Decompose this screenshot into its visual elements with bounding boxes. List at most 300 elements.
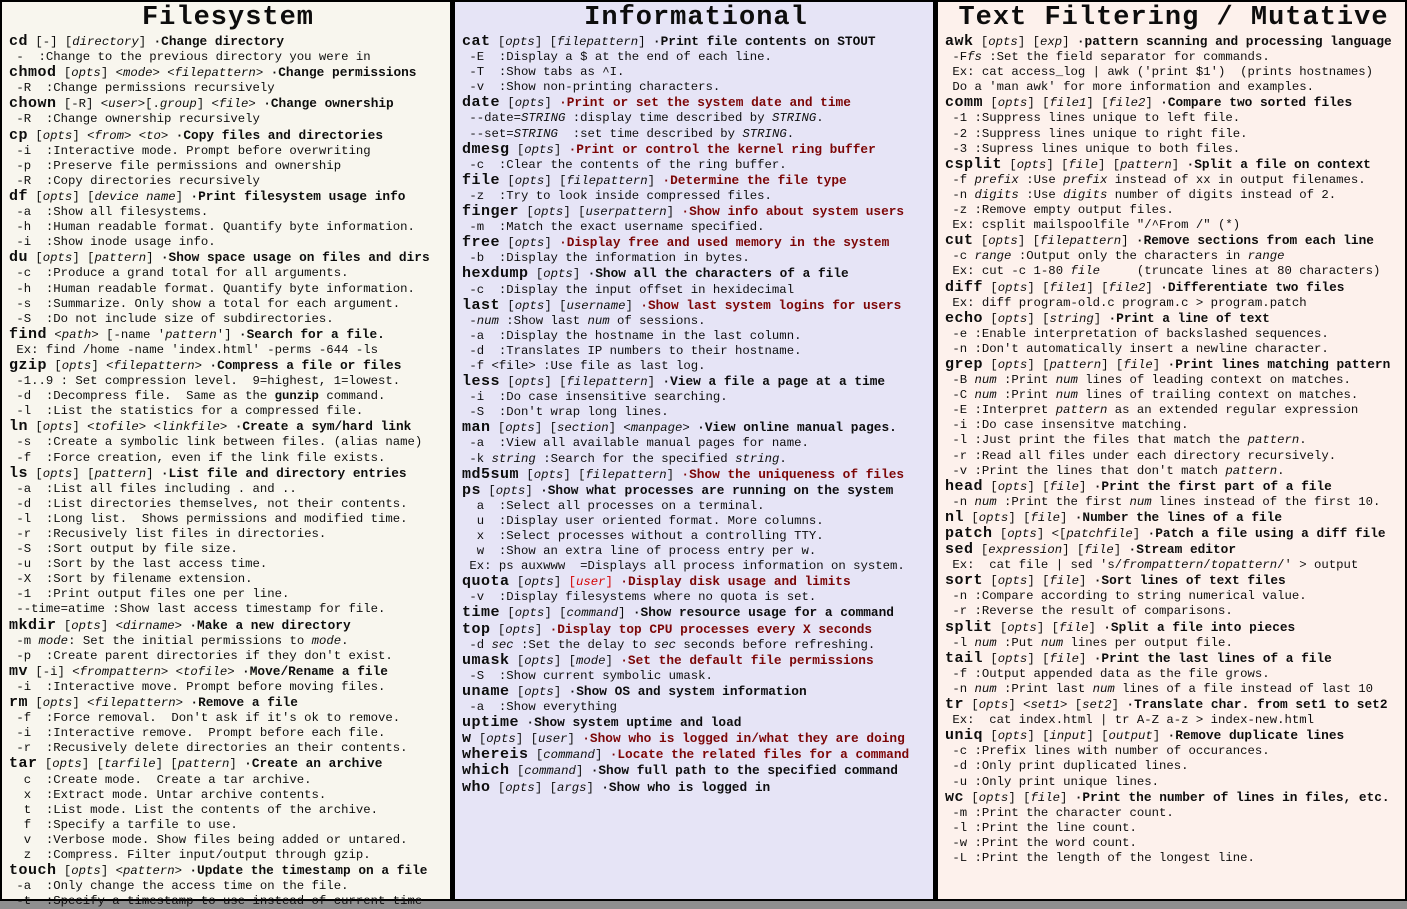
command-grep <box>945 357 1402 373</box>
command-free <box>462 235 930 251</box>
command-description: ·Locate the related files for a command <box>609 747 910 763</box>
command-diff <box>945 280 1402 296</box>
command-split <box>945 620 1402 636</box>
command-name: csplit <box>945 155 1003 173</box>
option-line: -3 :Supress lines unique to both files. <box>945 141 1241 156</box>
command-args: [expression] [file] <box>973 543 1129 558</box>
command-less <box>462 374 930 390</box>
command-args: [opts] [filepattern] <box>519 467 682 482</box>
command-description: ·Show what processes are running on the system <box>540 482 894 498</box>
text-filtering-entries <box>945 34 1402 866</box>
command-description: ·Show who is logged in/what they are doing <box>582 731 905 747</box>
command-name: cd <box>9 33 29 50</box>
command-args: [opts] [pattern] <box>28 466 161 481</box>
command-args: [opts] [username] <box>500 298 641 313</box>
command-description: ·Create a sym/hard link <box>234 419 412 435</box>
command-description: ·Translate char. from set1 to set2 <box>1126 697 1388 713</box>
command-args: [command] <box>509 764 591 779</box>
option-line: -n num :Print last num lines of a file instead of last 10 <box>945 681 1374 696</box>
option-line: -e :Enable interpretation of backslashed sequences. <box>945 326 1329 341</box>
command-description: ·Show last system logins for users <box>640 297 902 313</box>
option-line: -c :Prefix lines with number of occurances. <box>945 744 1270 759</box>
command-echo <box>945 311 1402 327</box>
command-name: man <box>462 419 491 437</box>
option-line: Ex: cat file | sed 's/frompattern/topattern/' > output <box>945 558 1359 573</box>
filesystem-entries <box>9 34 447 909</box>
command-args: [opts] [file] <box>983 574 1094 589</box>
option-line: -c range :Output only the characters in range <box>945 249 1285 264</box>
command-mv <box>9 664 447 680</box>
command-name: tail <box>945 649 984 667</box>
option-line: --time=atime :Show last access timestamp for file. <box>9 602 386 617</box>
command-name: patch <box>945 525 993 542</box>
command-name: md5sum <box>462 465 520 483</box>
option-line: Ex: cat index.html | tr A-Z a-z > index-new.html <box>945 713 1314 728</box>
command-quota <box>462 574 930 590</box>
option-line: -num :Show last num of sessions. <box>462 313 706 328</box>
option-line: -R :Change ownership recursively <box>9 112 260 127</box>
command-description: ·Number the lines of a file <box>1074 509 1283 525</box>
command-man <box>462 420 930 436</box>
option-line: f :Specify a tarfile to use. <box>9 817 238 832</box>
command-name: time <box>462 604 501 622</box>
command-description: ·Print or control the kernel ring buffer <box>568 141 876 157</box>
command-w <box>462 731 930 747</box>
option-line: -a :Show everything <box>462 700 617 715</box>
option-line: -i :Do case insensitve matching. <box>945 418 1189 433</box>
command-description: ·Patch a file using a diff file <box>1147 526 1386 541</box>
command-name: df <box>9 187 29 205</box>
command-args: [opts] [file] <box>983 651 1094 666</box>
option-line: -d :Translates IP numbers to their hostname. <box>462 343 802 358</box>
option-line: -p :Preserve file permissions and ownership <box>9 158 342 173</box>
command-description: ·List file and directory entries <box>160 465 407 481</box>
command-name: whereis <box>462 746 529 764</box>
command-description: ·Change directory <box>153 34 285 49</box>
option-line: -d :Decompress file. Same as the gunzip command. <box>9 389 386 404</box>
command-args: [opts] [file] <box>992 620 1104 635</box>
command-name: cp <box>9 126 29 144</box>
command-args: [-R] <user>[.group] <file> <box>56 97 264 112</box>
option-line: -n :Don't automatically insert a newline character. <box>945 341 1329 356</box>
command-time <box>462 605 930 621</box>
command-description: ·Determine the file type <box>662 172 847 188</box>
command-name: tar <box>9 755 38 773</box>
command-name: sort <box>945 572 984 590</box>
command-description: ·Remove a file <box>190 695 298 711</box>
command-name: free <box>462 234 501 252</box>
command-top <box>462 622 930 638</box>
command-name: nl <box>945 508 965 526</box>
command-ls <box>9 466 447 482</box>
command-description: ·Print a line of text <box>1108 310 1270 326</box>
command-name: w <box>462 730 472 748</box>
command-description: ·Update the timestamp on a file <box>189 863 428 879</box>
command-name: finger <box>462 203 520 221</box>
command-args: [opts] <box>509 142 569 157</box>
option-line: -d sec :Set the delay to sec seconds before refreshing. <box>462 637 876 652</box>
option-line: -m mode: Set the initial permissions to mode. <box>9 633 349 648</box>
command-description: ·Make a new directory <box>189 617 351 633</box>
command-name: head <box>945 477 984 495</box>
command-args: [opts] [file] <box>964 790 1075 805</box>
command-description: ·Print or set the system date and time <box>559 95 851 111</box>
option-line: -S :Show current symbolic umask. <box>462 668 713 683</box>
command-description: ·Set the default file permissions <box>620 652 874 668</box>
option-line: v :Verbose mode. Show files being added or untared. <box>9 832 408 847</box>
command-file <box>462 173 930 189</box>
command-description: ·Change ownership <box>263 96 394 112</box>
command-ps <box>462 483 930 499</box>
command-name: last <box>462 296 501 314</box>
command-name: comm <box>945 94 984 112</box>
command-name: date <box>462 94 501 112</box>
command-description: ·Show resource usage for a command <box>632 605 894 621</box>
option-line: -1 :Suppress lines unique to left file. <box>945 111 1241 126</box>
option-line: w :Show an extra line of process entry per w. <box>462 544 817 559</box>
option-line: a :Select all processes on a terminal. <box>462 498 765 513</box>
command-args: [opts] <set1> [set2] <box>964 698 1127 713</box>
command-args: [opts] [exp] <box>973 35 1077 49</box>
command-dmesg <box>462 142 930 158</box>
command-last <box>462 298 930 314</box>
command-args: [opts] <pattern> <box>56 864 190 879</box>
command-args: [opts] <box>528 267 588 282</box>
command-args: [opts] [filepattern] <box>500 173 663 188</box>
command-args: [opts] <box>509 684 569 699</box>
option-line: -f <file> :Use file as last log. <box>462 358 706 373</box>
command-name: top <box>462 620 491 638</box>
option-line: -a :Show all filesystems. <box>9 205 209 220</box>
option-line: -d :List directories themselves, not their contents. <box>9 496 408 511</box>
option-line: -k string :Search for the specified string. <box>462 451 787 466</box>
command-description: ·View a file a page at a time <box>662 374 886 390</box>
command-tar <box>9 756 447 772</box>
command-description: ·Sort lines of text files <box>1093 573 1286 589</box>
command-name: less <box>462 373 501 391</box>
command-description: ·Compress a file or files <box>209 357 402 373</box>
option-line: -2 :Suppress lines unique to right file. <box>945 126 1248 141</box>
option-line: -l :Long list. Shows permissions and modified time. <box>9 511 408 526</box>
command-args: [opts] <filepattern> <box>47 358 210 373</box>
command-name: tr <box>945 696 965 714</box>
option-line: t :List mode. List the contents of the archive. <box>9 802 378 817</box>
option-line: -B num :Print num lines of leading context on matches. <box>945 373 1351 388</box>
command-csplit <box>945 157 1402 173</box>
command-name: cat <box>462 33 491 50</box>
command-name: umask <box>462 651 510 669</box>
command-rm <box>9 695 447 711</box>
column-title-filesystem: Filesystem <box>141 3 315 33</box>
command-which <box>462 763 930 779</box>
command-args: [command] <box>528 748 610 763</box>
command-tr <box>945 697 1402 713</box>
command-name: du <box>9 249 29 267</box>
option-line: -h :Human readable format. Quantify byte information. <box>9 281 415 296</box>
command-description: ·View online manual pages. <box>697 420 897 436</box>
command-args: [opts] <box>500 236 560 251</box>
option-line: -f :Force removal. Don't ask if it's ok to remove. <box>9 711 401 726</box>
command-tail <box>945 651 1402 667</box>
command-date <box>462 95 930 111</box>
option-line: -b :Display the information in bytes. <box>462 251 750 266</box>
command-name: dmesg <box>462 140 510 158</box>
informational-entries <box>462 34 930 796</box>
command-args: [opts] [input] [output] <box>983 729 1168 744</box>
command-wc <box>945 790 1402 806</box>
command-args: [opts] [user] <box>509 575 613 590</box>
command-name: rm <box>9 694 29 712</box>
command-name: mkdir <box>9 616 57 634</box>
option-line: -a :Display the hostname in the last column. <box>462 328 802 343</box>
option-line: -d :Only print duplicated lines. <box>945 759 1189 774</box>
command-description: ·Show full path to the specified command <box>590 763 898 779</box>
option-line: -n num :Print the first num lines instead of the first 10. <box>945 494 1381 509</box>
command-uptime <box>462 715 930 731</box>
command-patch <box>945 526 1402 542</box>
option-line: -s :Summarize. Only show a total for each argument. <box>9 296 401 311</box>
column-text-filtering <box>936 0 1407 901</box>
command-name: uniq <box>945 727 984 745</box>
option-line: -n digits :Use digits number of digits instead of 2. <box>945 187 1337 202</box>
command-description: ·Create an archive <box>244 756 383 772</box>
command-description: ·Show all the characters of a file <box>587 266 849 282</box>
option-line: -c :Produce a grand total for all arguments. <box>9 266 349 281</box>
option-line: u :Display user oriented format. More columns. <box>462 513 824 528</box>
option-line: -l num :Put num lines per output file. <box>945 635 1233 650</box>
option-line: -l :Just print the files that match the pattern. <box>945 433 1307 448</box>
command-description: ·Display top CPU processes every X seconds <box>549 621 873 637</box>
command-sort <box>945 573 1402 589</box>
command-args: [opts] [userpattern] <box>519 205 682 220</box>
option-line: -r :Recusively delete directories an their contents. <box>9 741 408 756</box>
option-line: -m :Print the character count. <box>945 805 1174 820</box>
command-cut <box>945 233 1402 249</box>
option-line: -h :Human readable format. Quantify byte information. <box>9 220 415 235</box>
command-name: gzip <box>9 356 48 374</box>
command-name: find <box>9 325 48 343</box>
command-args: [opts] [file1] [file2] <box>983 280 1161 295</box>
option-line: -c :Display the input offset in hexidecimal <box>462 282 795 297</box>
option-line: -l :Print the line count. <box>945 820 1137 835</box>
command-args: [opts] [tarfile] [pattern] <box>37 757 245 772</box>
command-description: ·Display free and used memory in the system <box>559 235 890 251</box>
command-name: cut <box>945 232 974 250</box>
command-awk <box>945 34 1402 50</box>
command-args: [-i] <frompattern> <tofile> <box>28 664 243 679</box>
column-informational <box>453 0 935 901</box>
option-line: x :Select processes without a controlling TTY. <box>462 529 824 543</box>
command-description: ·Print the number of lines in files, etc. <box>1074 789 1390 805</box>
option-line: z :Compress. Filter input/output through gzip. <box>9 847 371 862</box>
option-line: -u :Sort by the last access time. <box>9 557 268 572</box>
command-args: <path> [-name 'pattern'] <box>47 327 239 342</box>
command-name: file <box>462 171 501 189</box>
command-name: sed <box>945 541 974 559</box>
option-line: -z :Try to look inside compressed files. <box>462 188 772 203</box>
command-description: ·Remove duplicate lines <box>1167 728 1345 744</box>
option-line: - :Change to the previous directory you were in <box>9 50 371 65</box>
command-name: uptime <box>462 714 520 732</box>
option-line: x :Extract mode. Untar archive contents. <box>9 787 327 802</box>
option-line: -r :Read all files under each directory recursively. <box>945 448 1337 463</box>
red-argument: [user] <box>568 575 613 590</box>
option-line: -f :Force creation, even if the link file exists. <box>9 450 386 465</box>
command-description: ·Show info about system users <box>681 204 905 220</box>
command-description: ·Split a file into pieces <box>1103 619 1296 635</box>
command-description: ·Display disk usage and limits <box>620 574 851 590</box>
command-name: chmod <box>9 64 57 82</box>
option-line: -r :Reverse the result of comparisons. <box>945 604 1233 619</box>
command-hexdump <box>462 266 930 282</box>
command-name: uname <box>462 682 510 700</box>
option-line: -l :List the statistics for a compressed file. <box>9 404 364 419</box>
option-line: Ex: csplit mailspoolfile "/^From /" (*) <box>945 218 1241 233</box>
option-line: -R :Change permissions recursively <box>9 81 275 96</box>
option-line: -E :Display a $ at the end of each line. <box>462 50 772 65</box>
option-line: -v :Print the lines that don't match pattern. <box>945 463 1285 478</box>
command-args: [opts] [file] <box>983 479 1094 494</box>
option-line: -L :Print the length of the longest line. <box>945 850 1255 865</box>
command-args: [opts] [file] <box>964 510 1075 525</box>
command-description: ·Print the first part of a file <box>1093 478 1332 494</box>
command-description: ·Search for a file. <box>238 326 385 342</box>
command-args: [opts] <mode> <filepattern> <box>56 66 271 81</box>
option-line: --set=STRING :set time described by STRING. <box>462 126 795 141</box>
command-chown <box>9 96 447 112</box>
command-description: ·Show who is logged in <box>601 779 771 795</box>
command-name: who <box>462 778 491 796</box>
command-name: ls <box>9 464 29 482</box>
command-name: mv <box>9 662 29 680</box>
command-description: ·Print lines matching pattern <box>1167 356 1391 372</box>
command-args: [opts] [args] <box>490 780 602 795</box>
command-description: ·Print filesystem usage info <box>190 188 406 204</box>
column-filesystem <box>0 0 452 909</box>
option-line: -C num :Print num lines of trailing context on matches. <box>945 388 1359 403</box>
command-name: echo <box>945 309 984 327</box>
option-line: -i :Do case insensitive searching. <box>462 390 728 405</box>
command-name: quota <box>462 573 510 591</box>
command-description: ·Copy files and directories <box>175 127 383 143</box>
option-line: -1 :Print output files one per line. <box>9 587 290 602</box>
option-line: -p :Create parent directories if they don't exist. <box>9 648 393 663</box>
command-description: ·Print file contents on STOUT <box>652 34 876 49</box>
option-line: -s :Create a symbolic link between files. (alias name) <box>9 435 423 450</box>
command-name: grep <box>945 355 984 373</box>
command-args: [opts] [section] <manpage> <box>490 421 698 436</box>
option-line: c :Create mode. Create a tar archive. <box>9 772 312 787</box>
command-name: wc <box>945 788 965 806</box>
command-chmod <box>9 65 447 81</box>
command-uname <box>462 684 930 700</box>
column-title-informational: Informational <box>584 3 808 33</box>
command-name: hexdump <box>462 265 529 283</box>
option-line: Ex: cut -c 1-80 file (truncate lines at 80 characters) <box>945 264 1381 279</box>
command-sed <box>945 542 1402 558</box>
command-description: ·Compare two sorted files <box>1160 95 1353 111</box>
option-line: -f :Output appended data as the file grows. <box>945 666 1270 681</box>
command-nl <box>945 510 1402 526</box>
command-args: [-] [directory] <box>28 35 154 49</box>
command-description: ·Print the last lines of a file <box>1093 650 1332 666</box>
command-args: [opts] <box>490 622 550 637</box>
command-args: [opts] [mode] <box>509 653 621 668</box>
option-line: -i :Interactive mode. Prompt before overwriting <box>9 143 371 158</box>
command-name: ln <box>9 418 29 436</box>
command-name: diff <box>945 278 984 296</box>
command-args: [opts] <dirname> <box>56 618 190 633</box>
command-name: chown <box>9 95 57 113</box>
command-args: [opts] [user] <box>471 732 583 747</box>
option-line: -a :List all files including . and .. <box>9 481 297 496</box>
option-line: -r :Recusively list files in directories. <box>9 527 327 541</box>
option-line: -n :Compare according to string numerical value. <box>945 589 1307 604</box>
option-line: Ex: ps auxwww =Displays all process information on system. <box>462 559 905 574</box>
command-description: ·pattern scanning and processing language <box>1076 34 1392 49</box>
command-md5sum <box>462 467 930 483</box>
command-description: ·Show space usage on files and dirs <box>160 250 430 266</box>
command-args: [opts] [filepattern] <box>490 35 653 49</box>
command-args: [opts] <box>481 483 541 498</box>
command-umask <box>462 653 930 669</box>
command-name: which <box>462 762 510 780</box>
command-description: ·Show the uniqueness of files <box>681 466 905 482</box>
command-description: ·Move/Rename a file <box>242 663 388 679</box>
option-line: -c :Clear the contents of the ring buffer. <box>462 157 787 172</box>
command-description: ·Stream editor <box>1128 542 1237 558</box>
command-description: ·Split a file on context <box>1186 156 1371 172</box>
option-line: -R :Copy directories recursively <box>9 173 260 188</box>
command-whereis <box>462 747 930 763</box>
command-name: touch <box>9 862 57 880</box>
command-mkdir <box>9 618 447 634</box>
option-line: -Ffs :Set the field separator for commands. <box>945 50 1270 65</box>
option-line: -m :Match the exact username specified. <box>462 220 765 235</box>
command-args: [opts] [file] [pattern] <box>1002 157 1187 172</box>
command-comm <box>945 95 1402 111</box>
command-touch <box>9 863 447 879</box>
command-description: ·Show system uptime and load <box>526 715 742 731</box>
command-args: [opts] <from> <to> <box>28 128 176 143</box>
command-args: [opts] [command] <box>500 606 633 621</box>
command-head <box>945 479 1402 495</box>
command-name: split <box>945 618 993 636</box>
option-line: -a :Only change the access time on the file. <box>9 879 349 894</box>
option-line: -T :Show tabs as ^I. <box>462 65 625 80</box>
column-title-text-filtering: Text Filtering / Mutative <box>958 3 1389 33</box>
option-line: -i :Interactive remove. Prompt before each file. <box>9 726 386 741</box>
command-args: [opts] [filepattern] <box>500 375 663 390</box>
command-ln <box>9 419 447 435</box>
command-description: ·Change permissions <box>270 65 417 81</box>
command-uniq <box>945 728 1402 744</box>
command-gzip <box>9 358 447 374</box>
option-line: -w :Print the word count. <box>945 835 1137 850</box>
command-args: [opts] <tofile> <linkfile> <box>28 420 235 435</box>
option-line: -E :Interpret pattern as an extended regular expression <box>945 403 1359 418</box>
option-line: Ex: diff program-old.c program.c > program.patch <box>945 295 1307 310</box>
option-line: -f prefix :Use prefix instead of xx in output filenames. <box>945 172 1366 187</box>
option-line: -i :Interactive move. Prompt before moving files. <box>9 679 386 694</box>
option-line: -X :Sort by filename extension. <box>9 572 253 587</box>
command-args: [opts] <filepattern> <box>28 696 191 711</box>
option-line: -v :Display filesystems where no quota is set. <box>462 590 817 605</box>
option-line: -1..9 : Set compression level. 9=highest, 1=lowest. <box>9 374 401 389</box>
command-cat <box>462 34 930 50</box>
command-finger <box>462 204 930 220</box>
command-cp <box>9 128 447 144</box>
